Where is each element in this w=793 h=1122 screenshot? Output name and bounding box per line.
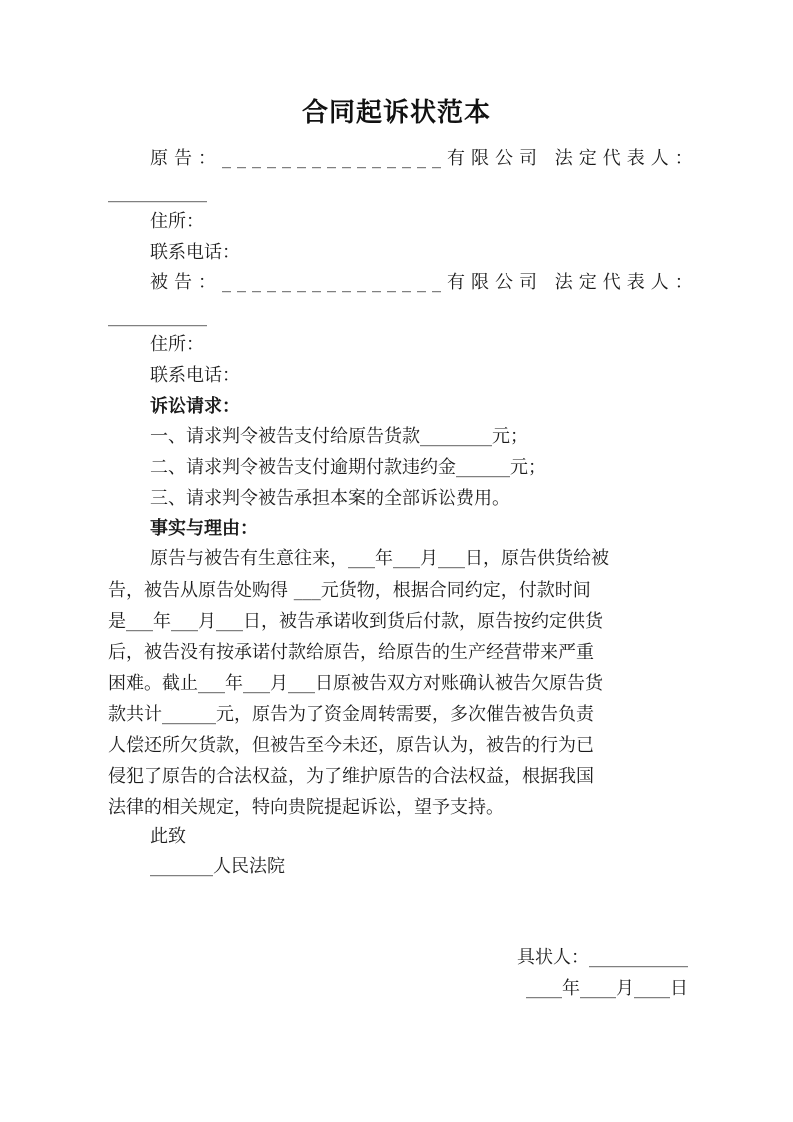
defendant-address: 住所： <box>150 334 204 355</box>
salutation: 此致 <box>150 826 186 847</box>
facts-line: 困难。截止___年___月___日原被告双方对账确认被告欠原告货 <box>108 673 603 694</box>
plaintiff-address: 住所： <box>150 211 204 232</box>
signer-line: 具状人：___________ <box>517 947 688 968</box>
plaintiff-line: 原告：_______________有限公司 法定代表人： <box>150 148 699 169</box>
facts-heading: 事实与理由： <box>150 518 258 539</box>
facts-line: 款共计______元，原告为了资金周转需要，多次催告被告负责 <box>108 704 594 725</box>
court-name: _______人民法院 <box>150 856 285 877</box>
claims-heading: 诉讼请求： <box>150 396 240 417</box>
plaintiff-phone: 联系电话： <box>150 242 240 263</box>
claim-item: 二、请求判令被告支付逾期付款违约金______元； <box>150 457 546 478</box>
defendant-line: 被告：_______________有限公司 法定代表人： <box>150 272 699 293</box>
defendant-phone: 联系电话： <box>150 365 240 386</box>
defendant-representative-blank: ___________ <box>108 306 207 327</box>
facts-line: 是___年___月___日，被告承诺收到货后付款，原告按约定供货 <box>108 611 603 632</box>
facts-line: 原告与被告有生意往来，___年___月___日，原告供货给被 <box>150 548 609 569</box>
facts-line: 人偿还所欠货款，但被告至今未还，原告认为，被告的行为已 <box>108 735 594 756</box>
plaintiff-representative-blank: ___________ <box>108 182 207 203</box>
facts-line: 告，被告从原告处购得 ___元货物，根据合同约定，付款时间 <box>108 580 591 601</box>
claim-item: 一、请求判令被告支付给原告货款________元； <box>150 426 528 447</box>
facts-line: 后，被告没有按承诺付款给原告，给原告的生产经营带来严重 <box>108 642 594 663</box>
facts-line: 侵犯了原告的合法权益，为了维护原告的合法权益，根据我国 <box>108 766 594 787</box>
date-line: ____年____月____日 <box>526 978 688 999</box>
document-title: 合同起诉状范本 <box>301 98 491 128</box>
claim-item: 三、请求判令被告承担本案的全部诉讼费用。 <box>150 488 510 509</box>
facts-line: 法律的相关规定，特向贵院提起诉讼，望予支持。 <box>108 797 504 818</box>
